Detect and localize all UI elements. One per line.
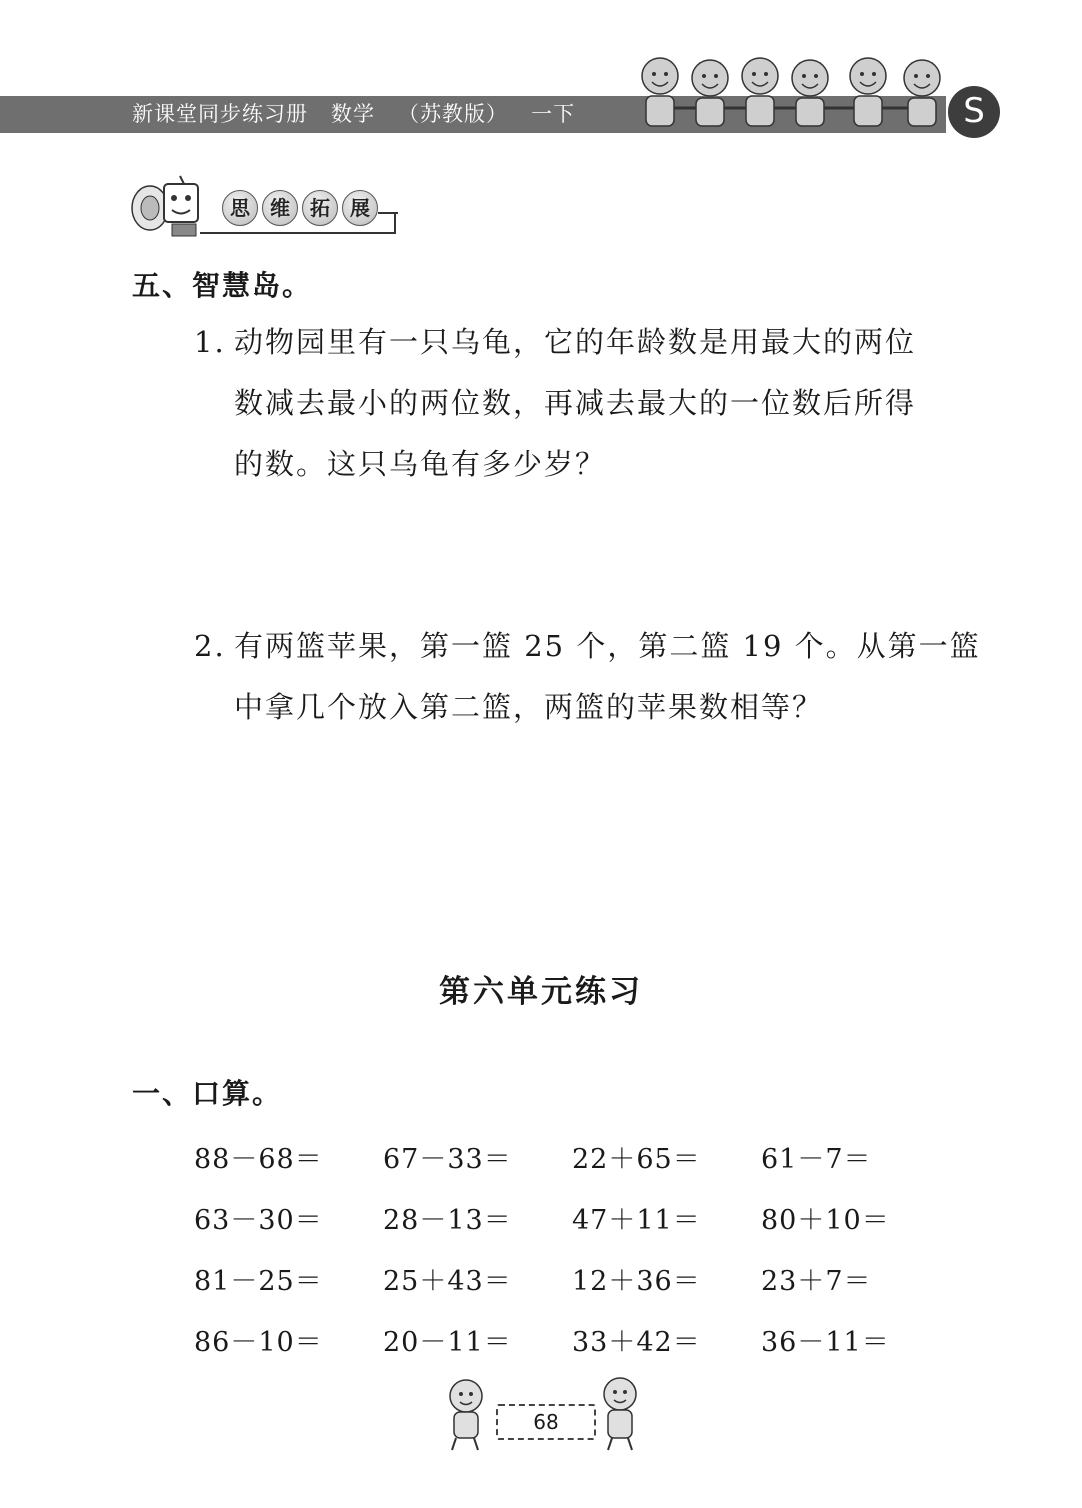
computer-mascot-icon xyxy=(128,172,208,242)
calc-item: 47＋11＝ xyxy=(572,1205,701,1236)
header-title: 新课堂同步练习册 数学 （苏教版） 一下 xyxy=(132,102,576,126)
calc-item: 36－11＝ xyxy=(761,1327,890,1358)
page-number: 68 xyxy=(496,1404,596,1440)
section-title: 一、口算。 xyxy=(132,1077,283,1110)
mental-math-grid xyxy=(194,1126,954,1370)
section-badge xyxy=(222,190,378,226)
problem-number: 1. xyxy=(194,325,226,359)
calc-item: 23＋7＝ xyxy=(761,1266,872,1297)
badge-char: 展 xyxy=(342,190,378,226)
calc-item: 81－25＝ xyxy=(194,1266,323,1297)
calc-item: 86－10＝ xyxy=(194,1327,323,1358)
calc-item: 25＋43＝ xyxy=(383,1266,512,1297)
calc-item: 33＋42＝ xyxy=(572,1327,701,1358)
calc-item: 80＋10＝ xyxy=(761,1205,890,1236)
badge-bracket xyxy=(394,212,396,234)
problem-number: 2. xyxy=(194,629,226,663)
badge-char: 思 xyxy=(222,190,258,226)
problem-text-line: 的数。这只乌龟有多少岁？ xyxy=(234,447,607,481)
calc-item: 61－7＝ xyxy=(761,1144,872,1175)
calc-row xyxy=(194,1248,954,1309)
calc-item: 20－11＝ xyxy=(383,1327,512,1358)
calc-row xyxy=(194,1126,954,1187)
problem-1 xyxy=(194,312,964,495)
calc-item: 63－30＝ xyxy=(194,1205,323,1236)
badge-char: 维 xyxy=(262,190,298,226)
calc-item: 67－33＝ xyxy=(383,1144,512,1175)
calc-row xyxy=(194,1309,954,1370)
series-badge: S xyxy=(948,86,1000,138)
unit-title: 第六单元练习 xyxy=(439,974,643,1010)
section-title: 五、智慧岛。 xyxy=(132,269,313,302)
children-illustration xyxy=(632,46,948,138)
badge-bracket-top xyxy=(378,212,398,214)
problem-text-line: 数减去最小的两位数，再减去最大的一位数后所得 xyxy=(234,386,917,420)
calc-row xyxy=(194,1187,954,1248)
calc-item: 22＋65＝ xyxy=(572,1144,701,1175)
problem-text-line: 有两篮苹果，第一篮 25 个，第二篮 19 个。从第一篮 xyxy=(234,629,981,663)
calc-item: 88－68＝ xyxy=(194,1144,323,1175)
calc-item: 28－13＝ xyxy=(383,1205,512,1236)
problem-2 xyxy=(194,616,981,738)
badge-underline xyxy=(200,232,396,234)
calc-item: 12＋36＝ xyxy=(572,1266,701,1297)
badge-char: 拓 xyxy=(302,190,338,226)
problem-text-line: 中拿几个放入第二篮，两篮的苹果数相等？ xyxy=(234,690,824,724)
problem-text-line: 动物园里有一只乌龟，它的年龄数是用最大的两位 xyxy=(234,325,917,359)
